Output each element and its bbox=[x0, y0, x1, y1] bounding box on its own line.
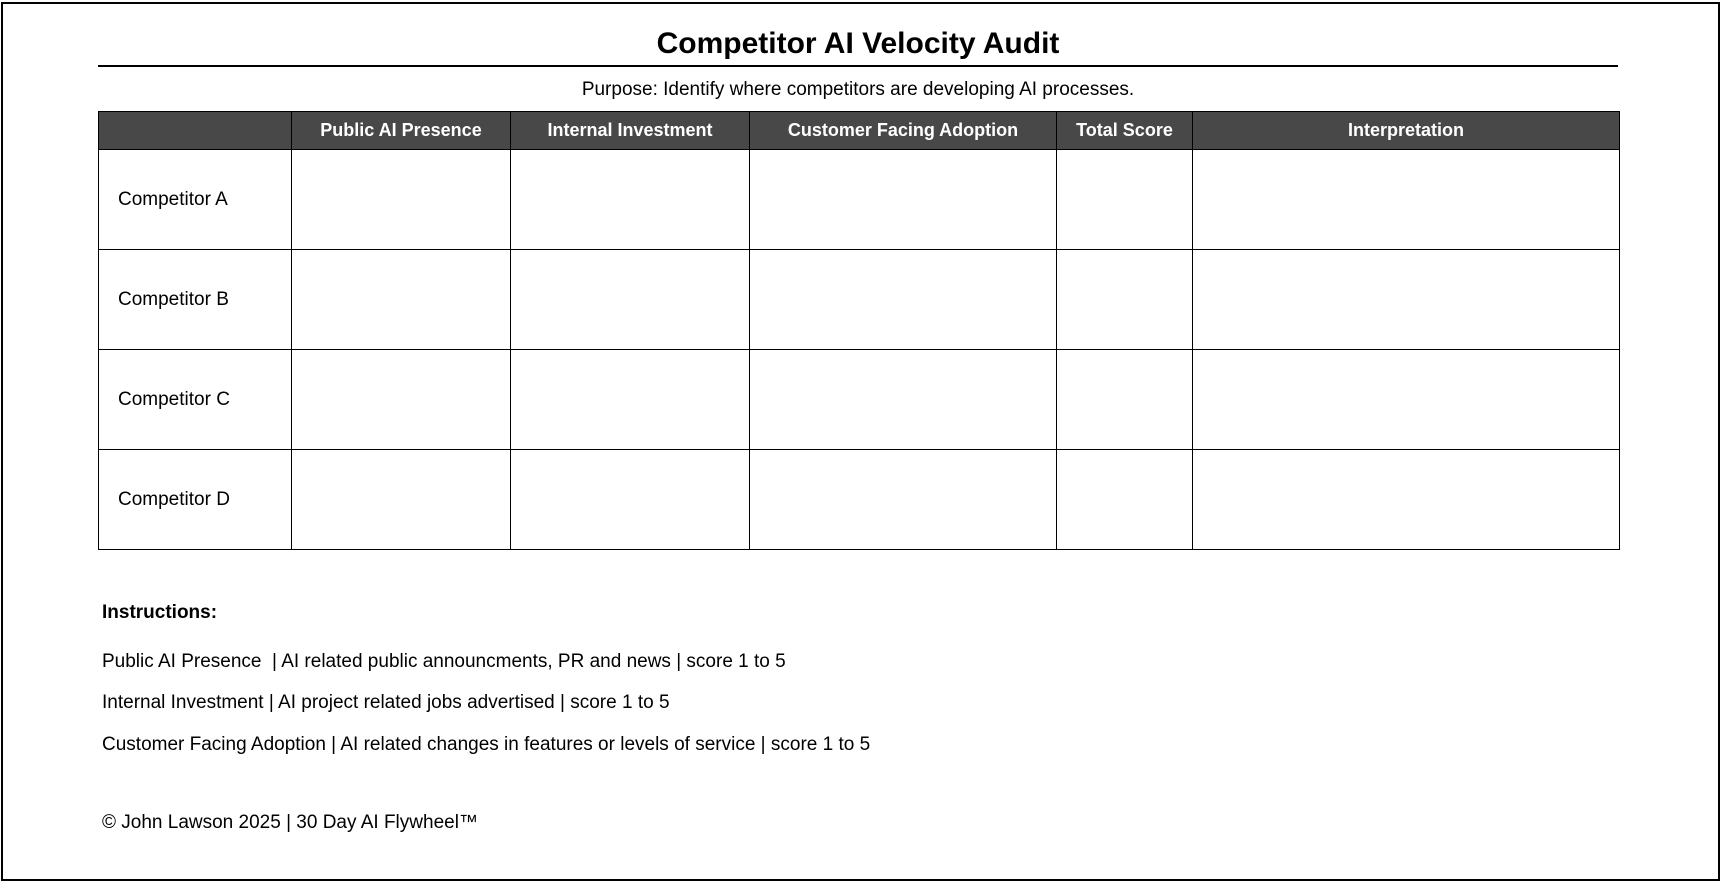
column-header-public-ai-presence: Public AI Presence bbox=[292, 112, 511, 150]
purpose-text: Purpose: Identify where competitors are developing AI processes. bbox=[581, 79, 1135, 100]
cell-total-score[interactable] bbox=[1057, 250, 1193, 350]
table-header-row bbox=[99, 112, 1620, 150]
page-title: Competitor AI Velocity Audit bbox=[656, 27, 1060, 60]
table-row bbox=[99, 150, 1620, 250]
table-row bbox=[99, 250, 1620, 350]
cell-interpretation[interactable] bbox=[1193, 250, 1620, 350]
row-label: Competitor A bbox=[99, 150, 292, 250]
cell-customer-facing-adoption[interactable] bbox=[750, 250, 1057, 350]
table-row bbox=[99, 350, 1620, 450]
cell-interpretation[interactable] bbox=[1193, 450, 1620, 550]
instructions-heading: Instructions: bbox=[102, 602, 218, 623]
column-header-internal-investment: Internal Investment bbox=[511, 112, 750, 150]
cell-total-score[interactable] bbox=[1057, 450, 1193, 550]
instruction-line-internal-investment: Internal Investment | AI project related jobs advertised | score 1 to 5 bbox=[102, 692, 670, 713]
column-header-interpretation: Interpretation bbox=[1193, 112, 1620, 150]
cell-interpretation[interactable] bbox=[1193, 350, 1620, 450]
cell-total-score[interactable] bbox=[1057, 350, 1193, 450]
cell-public-ai-presence[interactable] bbox=[292, 450, 511, 550]
cell-customer-facing-adoption[interactable] bbox=[750, 150, 1057, 250]
row-label: Competitor C bbox=[99, 350, 292, 450]
cell-public-ai-presence[interactable] bbox=[292, 250, 511, 350]
cell-internal-investment[interactable] bbox=[511, 450, 750, 550]
instruction-line-customer-facing-adoption: Customer Facing Adoption | AI related changes in features or levels of service | score 1 to 5 bbox=[102, 734, 871, 755]
cell-interpretation[interactable] bbox=[1193, 150, 1620, 250]
cell-public-ai-presence[interactable] bbox=[292, 150, 511, 250]
column-header-total-score: Total Score bbox=[1057, 112, 1193, 150]
cell-internal-investment[interactable] bbox=[511, 250, 750, 350]
cell-public-ai-presence[interactable] bbox=[292, 350, 511, 450]
column-header-customer-facing-adoption: Customer Facing Adoption bbox=[750, 112, 1057, 150]
copyright-footer: © John Lawson 2025 | 30 Day AI Flywheel™ bbox=[102, 812, 478, 833]
instruction-line-public-ai-presence: Public AI Presence | AI related public announcments, PR and news | score 1 to 5 bbox=[102, 651, 786, 672]
title-divider bbox=[98, 65, 1618, 67]
cell-customer-facing-adoption[interactable] bbox=[750, 350, 1057, 450]
cell-internal-investment[interactable] bbox=[511, 150, 750, 250]
row-label: Competitor B bbox=[99, 250, 292, 350]
table-row bbox=[99, 450, 1620, 550]
cell-total-score[interactable] bbox=[1057, 150, 1193, 250]
audit-table bbox=[98, 111, 1620, 550]
cell-customer-facing-adoption[interactable] bbox=[750, 450, 1057, 550]
column-header-label bbox=[99, 112, 292, 150]
cell-internal-investment[interactable] bbox=[511, 350, 750, 450]
row-label: Competitor D bbox=[99, 450, 292, 550]
